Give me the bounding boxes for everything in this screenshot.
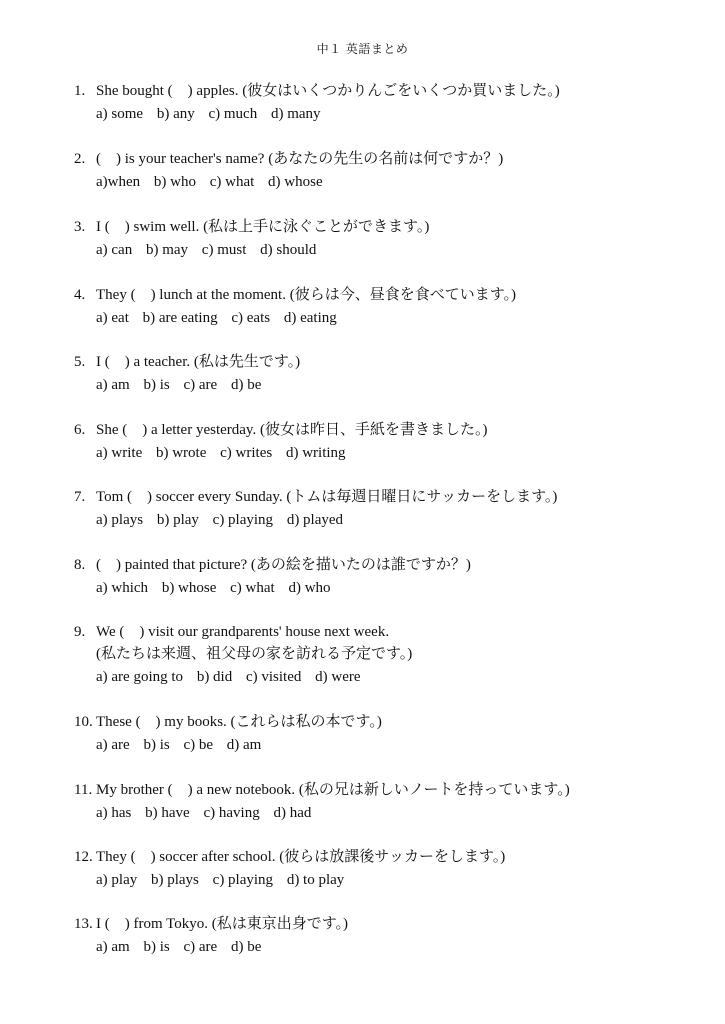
- answer-choices: [74, 374, 704, 396]
- choice-a: a) eat: [96, 310, 129, 326]
- question-number: 12.: [74, 849, 93, 865]
- question-number: 8.: [74, 557, 86, 573]
- question-number: 3.: [74, 219, 86, 235]
- question-text: I ( ) from Tokyo. (私は東京出身です。): [96, 916, 349, 932]
- choice-d: d) who: [288, 580, 331, 596]
- choice-a: a) are going to: [96, 669, 184, 685]
- answer-choices: [74, 239, 704, 261]
- question-text: She ( ) a letter yesterday. (彼女は昨日、手紙を書きました。): [96, 422, 488, 438]
- choice-d: d) many: [270, 106, 321, 122]
- question-number: 10.: [74, 714, 93, 730]
- question-1: [74, 80, 704, 125]
- choice-b: b) who: [153, 174, 196, 190]
- question-10: [74, 711, 704, 756]
- choice-a: a) am: [96, 939, 130, 955]
- answer-choices: [74, 577, 704, 599]
- choice-b: b) are eating: [142, 310, 218, 326]
- answer-choices: [74, 802, 704, 824]
- choice-b: b) is: [143, 939, 170, 955]
- question-number: 11.: [74, 782, 93, 798]
- choice-a: a) am: [96, 377, 130, 393]
- question-number: 9.: [74, 624, 86, 640]
- choice-b: b) did: [196, 669, 233, 685]
- question-9: [74, 621, 704, 688]
- choice-d: d) to play: [286, 872, 345, 888]
- choice-a: a) play: [96, 872, 138, 888]
- answer-choices: [74, 103, 704, 125]
- choice-c: c) be: [183, 737, 214, 753]
- question-number: 7.: [74, 489, 86, 505]
- choice-b: b) may: [145, 242, 189, 258]
- choice-c: c) playing: [212, 512, 274, 528]
- question-7: [74, 486, 704, 531]
- question-text: I ( ) a teacher. (私は先生です。): [96, 354, 301, 370]
- choice-d: d) whose: [268, 174, 323, 190]
- choice-d: d) were: [315, 669, 361, 685]
- page-title: 中１ 英語まとめ: [316, 42, 409, 56]
- question-12: [74, 846, 704, 891]
- choice-b: b) is: [143, 737, 170, 753]
- answer-choices: [74, 936, 704, 958]
- choice-d: d) should: [260, 242, 317, 258]
- question-3: [74, 216, 704, 261]
- question-text: My brother ( ) a new notebook. (私の兄は新しいノートを持っています。): [96, 782, 570, 798]
- answer-choices: [74, 666, 704, 688]
- question-number: 4.: [74, 287, 86, 303]
- question-2: [74, 148, 704, 193]
- choice-b: b) whose: [161, 580, 217, 596]
- question-text: She bought ( ) apples. (彼女はいくつかりんごをいくつか買いました。): [96, 83, 560, 99]
- question-text: We ( ) visit our grandparents' house next week.: [96, 624, 390, 640]
- choice-a: a) which: [96, 580, 149, 596]
- choice-a: a) some: [96, 106, 144, 122]
- answer-choices: [74, 442, 704, 464]
- question-number: 1.: [74, 83, 86, 99]
- choice-b: b) is: [143, 377, 170, 393]
- answer-choices: [74, 307, 704, 329]
- choice-c: c) are: [183, 939, 218, 955]
- choice-c: c) having: [203, 805, 260, 821]
- answer-choices: [74, 734, 704, 756]
- question-number: 2.: [74, 151, 86, 167]
- choice-c: c) eats: [231, 310, 271, 326]
- choice-d: d) be: [230, 377, 262, 393]
- question-text: They ( ) lunch at the moment. (彼らは今、昼食を食べています。): [96, 287, 516, 303]
- choice-c: c) must: [201, 242, 247, 258]
- choice-d: d) had: [273, 805, 312, 821]
- choice-c: c) what: [209, 174, 255, 190]
- choice-a: a) has: [96, 805, 132, 821]
- question-6: [74, 419, 704, 464]
- question-text: ( ) is your teacher's name? (あなたの先生の名前は何ですか？): [96, 151, 504, 167]
- question-number: 5.: [74, 354, 86, 370]
- choice-c: c) writes: [220, 445, 273, 461]
- choice-d: d) writing: [285, 445, 346, 461]
- question-number: 6.: [74, 422, 86, 438]
- question-5: [74, 351, 704, 396]
- choice-d: d) be: [230, 939, 262, 955]
- choice-d: d) eating: [283, 310, 337, 326]
- choice-b: b) plays: [150, 872, 199, 888]
- choice-b: b) have: [145, 805, 190, 821]
- answer-choices: [74, 509, 704, 531]
- choice-b: b) play: [156, 512, 199, 528]
- question-text: I ( ) swim well. (私は上手に泳ぐことができます。): [96, 219, 430, 235]
- question-11: [74, 779, 704, 824]
- question-13: [74, 913, 704, 958]
- question-text: Tom ( ) soccer every Sunday. (トムは毎週日曜日にサッカーをします。): [96, 489, 558, 505]
- question-8: [74, 554, 704, 599]
- choice-b: b) any: [156, 106, 195, 122]
- question-number: 13.: [74, 916, 93, 932]
- choice-a: a) plays: [96, 512, 144, 528]
- answer-choices: [74, 171, 704, 193]
- choice-a: a)when: [96, 174, 141, 190]
- question-text: They ( ) soccer after school. (彼らは放課後サッカーをします。): [96, 849, 506, 865]
- choice-c: c) are: [183, 377, 218, 393]
- choice-b: b) wrote: [155, 445, 207, 461]
- question-text: These ( ) my books. (これらは私の本です。): [96, 714, 382, 730]
- choice-c: c) visited: [245, 669, 302, 685]
- question-text: ( ) painted that picture? (あの絵を描いたのは誰ですか？): [96, 557, 471, 573]
- answer-choices: [74, 869, 704, 891]
- choice-c: c) much: [208, 106, 258, 122]
- question-4: [74, 284, 704, 329]
- choice-c: c) playing: [212, 872, 274, 888]
- question-translation: (私たちは来週、祖父母の家を訪れる予定です。): [96, 646, 413, 662]
- choice-c: c) what: [230, 580, 275, 596]
- choice-a: a) write: [96, 445, 143, 461]
- choice-d: d) am: [226, 737, 262, 753]
- choice-d: d) played: [286, 512, 344, 528]
- choice-a: a) are: [96, 737, 130, 753]
- choice-a: a) can: [96, 242, 133, 258]
